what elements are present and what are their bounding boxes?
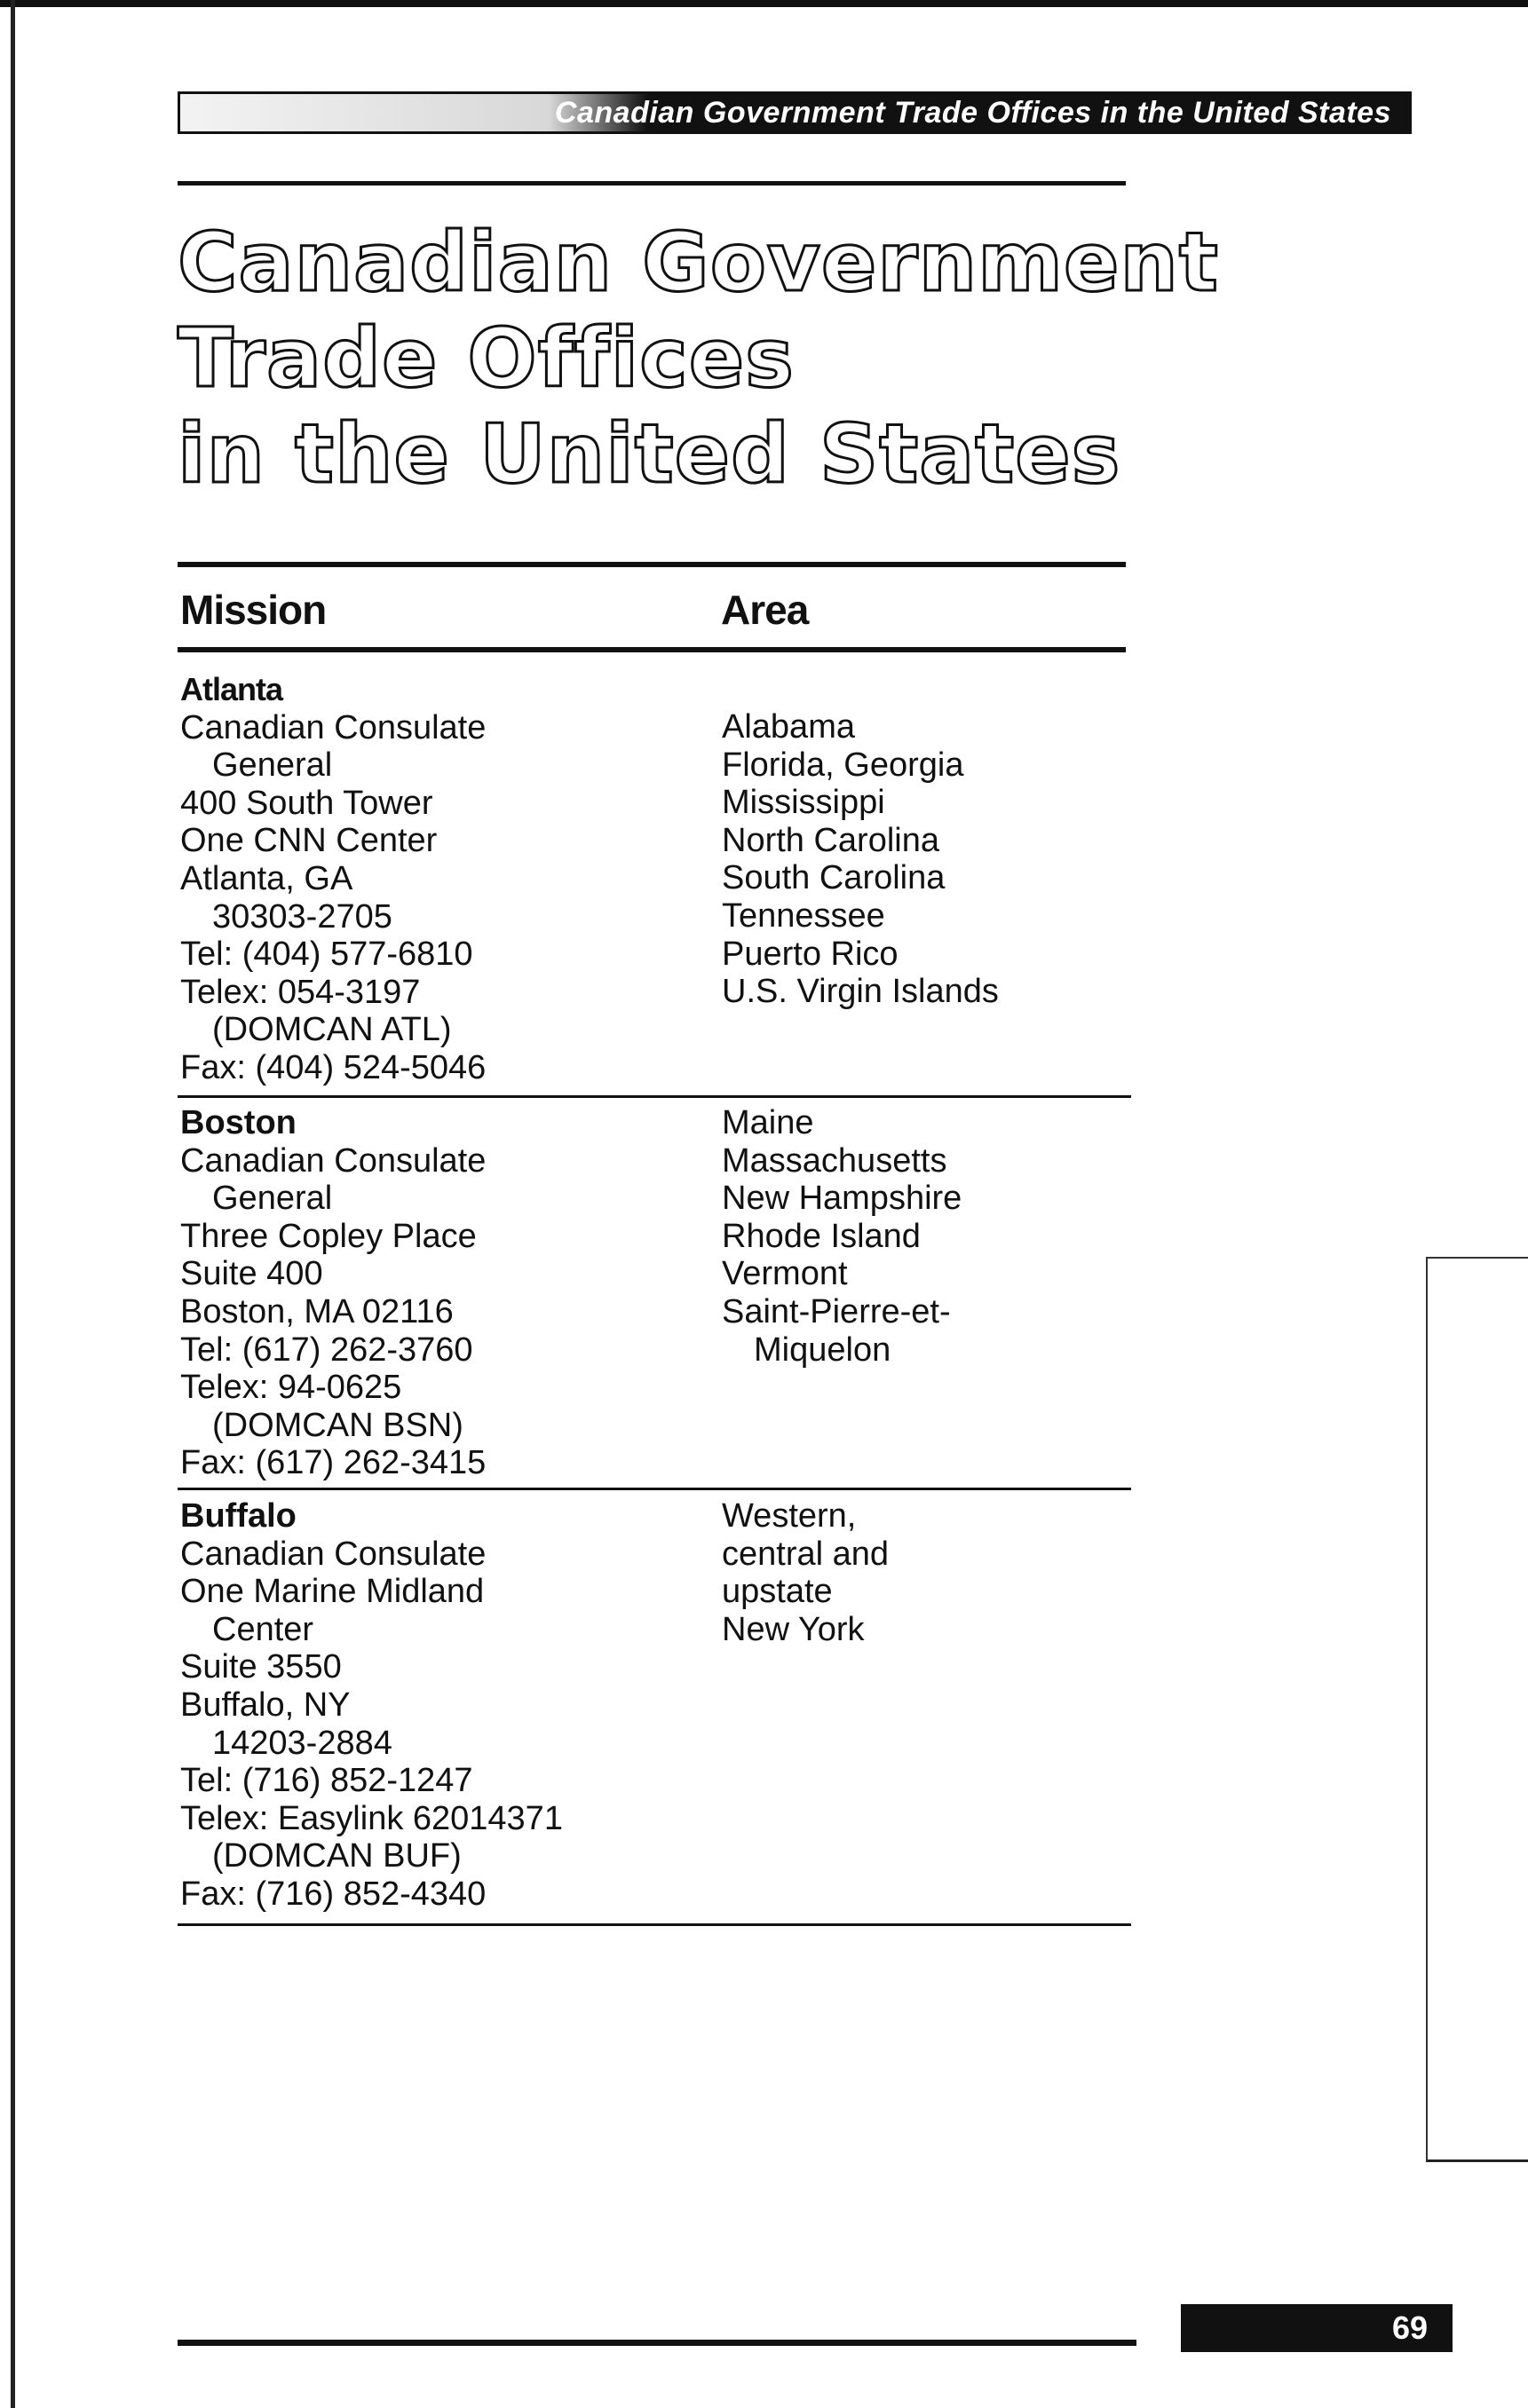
address-line: General [212, 1180, 333, 1218]
telex-code-line: (DOMCAN BUF) [212, 1837, 462, 1875]
table-header-rule [178, 647, 1126, 652]
address-line: Buffalo, NY [180, 1686, 351, 1724]
footer-rule [178, 2340, 1136, 2346]
mission-entry-boston [180, 1104, 1133, 1482]
fax-line: Fax: (716) 852-4340 [180, 1875, 487, 1913]
mission-entry-buffalo [180, 1497, 1133, 1915]
telex-line: Telex: 054-3197 [180, 973, 421, 1011]
mission-area-block [722, 708, 1130, 1011]
table-top-rule [178, 562, 1126, 567]
address-line: Boston, MA 02116 [180, 1292, 454, 1330]
title-line-2: Trade Offices [178, 311, 795, 406]
area-line: New Hampshire [722, 1180, 962, 1218]
table-bottom-rule [178, 1923, 1131, 1926]
address-line: Three Copley Place [180, 1217, 477, 1255]
fax-line: Fax: (617) 262-3415 [180, 1444, 487, 1482]
address-line: General [212, 746, 333, 785]
telex-line: Telex: Easylink 62014371 [180, 1799, 563, 1837]
mission-city: Buffalo [180, 1497, 297, 1535]
top-edge-rule [0, 0, 1528, 7]
title-line-1: Canadian Government [178, 215, 1219, 310]
area-line: Puerto Rico [722, 935, 899, 973]
fax-line: Fax: (404) 524-5046 [180, 1048, 487, 1086]
address-line: One Marine Midland [180, 1573, 485, 1611]
mission-area-block [722, 1104, 1130, 1369]
address-line: Center [212, 1610, 314, 1648]
mission-address-block [180, 1497, 704, 1914]
area-line: Western, [722, 1497, 857, 1535]
area-line: Florida, Georgia [722, 746, 964, 784]
area-line: South Carolina [722, 859, 946, 897]
address-line: One CNN Center [180, 822, 438, 860]
mission-column-header: Mission [180, 587, 327, 633]
address-line: 30303-2705 [212, 897, 392, 936]
page-number: 69 [1391, 2309, 1428, 2346]
phone-line: Tel: (716) 852-1247 [180, 1762, 473, 1800]
mission-address-block [180, 1104, 704, 1482]
area-line: New York [722, 1610, 865, 1648]
address-line: Canadian Consulate [180, 708, 487, 746]
area-column-header: Area [721, 587, 809, 633]
address-line: Atlanta, GA [180, 859, 353, 897]
mission-city: Atlanta [180, 671, 283, 707]
mission-area-block [722, 1497, 1130, 1648]
mission-address-block [180, 671, 704, 1087]
mission-city: Boston [180, 1104, 297, 1141]
area-line: Miquelon [754, 1330, 891, 1369]
page-left-edge [11, 0, 15, 2408]
area-line: Maine [722, 1104, 814, 1141]
address-line: 400 South Tower [180, 784, 433, 822]
area-line: upstate [722, 1573, 833, 1611]
area-line: U.S. Virgin Islands [722, 973, 999, 1011]
area-line: Massachusetts [722, 1141, 947, 1180]
running-header-text: Canadian Government Trade Offices in the United States [554, 95, 1391, 130]
telex-code-line: (DOMCAN BSN) [212, 1406, 463, 1444]
phone-line: Tel: (404) 577-6810 [180, 936, 473, 974]
address-line: 14203-2884 [212, 1724, 392, 1762]
area-line: North Carolina [722, 821, 939, 859]
page-number-box [1181, 2304, 1453, 2352]
address-line: Canadian Consulate [180, 1535, 487, 1573]
title-line-3: in the United States [178, 407, 1121, 501]
telex-code-line: (DOMCAN ATL) [212, 1011, 452, 1049]
page-title [178, 215, 1219, 502]
area-line: Mississippi [722, 784, 885, 822]
address-line: Suite 3550 [180, 1648, 342, 1686]
entry-divider [178, 1488, 1131, 1490]
title-top-rule [178, 181, 1126, 186]
address-line: Canadian Consulate [180, 1141, 487, 1180]
area-line: Alabama [722, 708, 855, 746]
telex-line: Telex: 94-0625 [180, 1369, 402, 1407]
phone-line: Tel: (617) 262-3760 [180, 1330, 473, 1369]
mission-entry-atlanta [180, 671, 1133, 1088]
running-header-banner [178, 91, 1412, 134]
area-line: Rhode Island [722, 1217, 921, 1255]
entry-divider [178, 1095, 1131, 1098]
area-line: central and [722, 1535, 890, 1573]
address-line: Suite 400 [180, 1255, 323, 1293]
area-line: Saint-Pierre-et- [722, 1292, 951, 1330]
area-line: Vermont [722, 1255, 848, 1293]
area-line: Tennessee [722, 896, 885, 935]
page-edge-tab [1426, 1257, 1528, 2162]
